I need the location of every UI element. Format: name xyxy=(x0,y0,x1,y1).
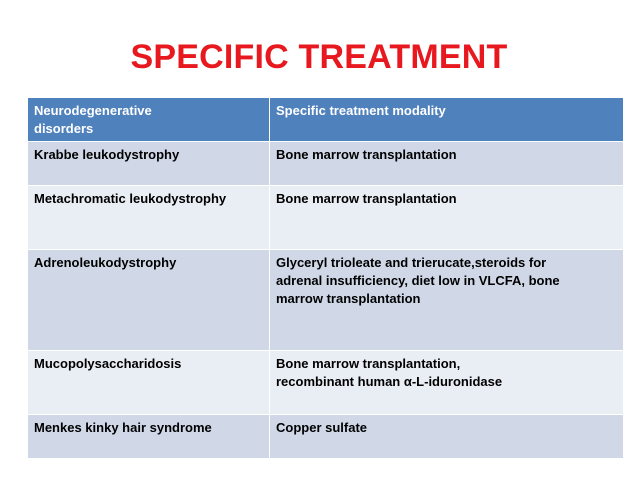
table-row xyxy=(28,142,624,186)
treatment-table xyxy=(27,97,624,459)
table-header-row xyxy=(28,98,624,142)
slide-title: SPECIFIC TREATMENT xyxy=(130,38,508,76)
disorder-cell: Adrenoleukodystrophy xyxy=(28,250,270,351)
treatment-cell: Glyceryl trioleate and trierucate,steroids for adrenal insufficiency, diet low in VLCFA, bone marrow transplantation xyxy=(270,250,624,351)
table-row xyxy=(28,186,624,250)
header-treatment: Specific treatment modality xyxy=(270,98,624,142)
disorder-cell: Menkes kinky hair syndrome xyxy=(28,415,270,459)
treatment-cell: Bone marrow transplantation, recombinant human α-L-iduronidase xyxy=(270,351,624,415)
treatment-cell: Copper sulfate xyxy=(270,415,624,459)
disorder-cell: Metachromatic leukodystrophy xyxy=(28,186,270,250)
treatment-cell: Bone marrow transplantation xyxy=(270,142,624,186)
treatment-cell: Bone marrow transplantation xyxy=(270,186,624,250)
table-row xyxy=(28,415,624,459)
table-row xyxy=(28,250,624,351)
disorder-cell: Mucopolysaccharidosis xyxy=(28,351,270,415)
table-row xyxy=(28,351,624,415)
header-disorders: Neurodegenerative disorders xyxy=(28,98,270,142)
disorder-cell: Krabbe leukodystrophy xyxy=(28,142,270,186)
